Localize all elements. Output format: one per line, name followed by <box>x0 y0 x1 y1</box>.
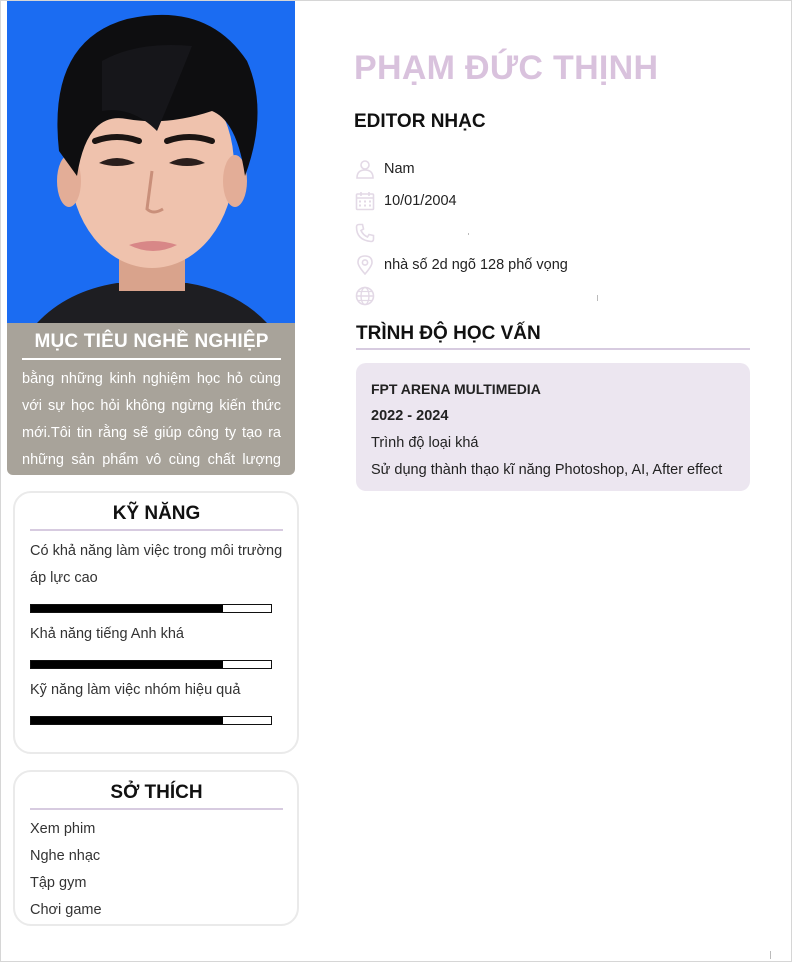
school-name: FPT ARENA MULTIMEDIA <box>371 381 541 397</box>
hobby-item: Xem phim <box>30 821 96 837</box>
education-title: TRÌNH ĐỘ HỌC VẤN <box>356 323 750 350</box>
candidate-name: PHẠM ĐỨC THỊNH <box>354 49 659 87</box>
address-value: nhà số 2d ngõ 128 phố vọng <box>384 257 568 273</box>
skill-bar-fill <box>31 661 223 668</box>
skills-title: KỸ NĂNG <box>30 503 283 531</box>
skill-bar <box>30 660 272 669</box>
skill-bar <box>30 604 272 613</box>
text-cursor-mark <box>468 233 469 235</box>
grade-text: Trình độ loại khá <box>371 435 479 451</box>
objective-title: MỤC TIÊU NGHỀ NGHIỆP <box>22 331 281 360</box>
skill-bar-fill <box>31 605 223 612</box>
calendar-icon <box>355 191 375 211</box>
education-card <box>356 363 750 491</box>
skill-detail-text: Sử dụng thành thạo kĩ năng Photoshop, AI, After effect <box>371 462 723 478</box>
gender-row <box>355 158 415 180</box>
skill-bar-fill <box>31 717 223 724</box>
address-row <box>355 254 568 276</box>
phone-row <box>355 222 384 244</box>
location-icon <box>355 255 375 275</box>
hobbies-title: SỞ THÍCH <box>30 782 283 810</box>
text-cursor-mark <box>597 295 598 301</box>
profile-photo <box>7 1 295 323</box>
objective-text: bằng những kinh nghiệm học hỏ cùng với sự học hỏi không ngừng kiến thức mới.Tôi tin rằng sẽ giúp công ty tạo ra những sản phẩm vô cùng chất lượng <box>22 371 281 468</box>
skill-bar <box>30 716 272 725</box>
skill-label: Khả năng tiếng Anh khá <box>30 626 184 642</box>
hobbies-box <box>13 770 299 926</box>
skills-box <box>13 491 299 754</box>
globe-icon <box>355 286 375 306</box>
phone-icon <box>355 223 375 243</box>
hobby-item: Tập gym <box>30 875 87 891</box>
hobby-item: Nghe nhạc <box>30 848 101 864</box>
job-title: EDITOR NHẠC <box>354 111 486 132</box>
study-years: 2022 - 2024 <box>371 408 449 424</box>
skill-label: Kỹ năng làm việc nhóm hiệu quả <box>30 682 241 698</box>
person-icon <box>355 159 375 179</box>
career-objective-panel <box>7 323 295 475</box>
gender-value: Nam <box>384 161 415 177</box>
skill-label: Có khả năng làm việc trong môi trường áp lực cao <box>30 543 283 586</box>
birthday-value: 10/01/2004 <box>384 193 457 209</box>
hobby-item: Chơi game <box>30 902 102 918</box>
website-row <box>355 285 384 307</box>
text-cursor-mark <box>770 951 771 959</box>
birthday-row <box>355 190 457 212</box>
